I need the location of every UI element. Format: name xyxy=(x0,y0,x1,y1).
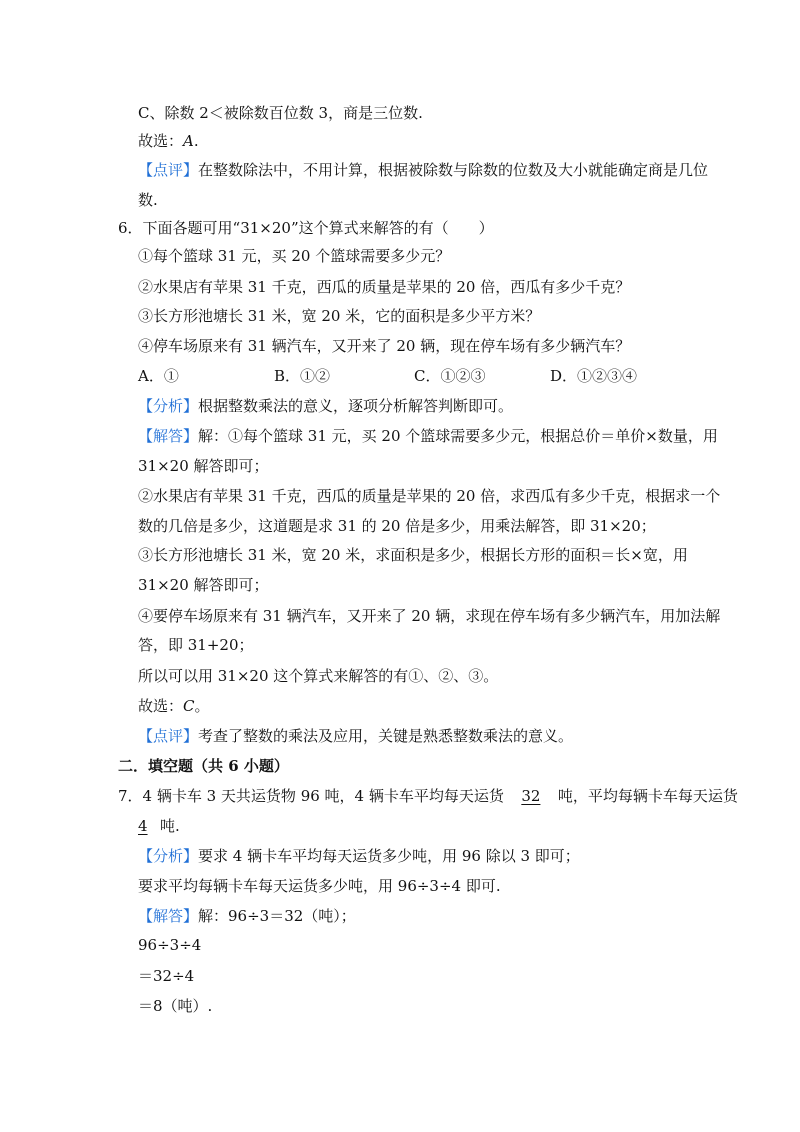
solution-tag: 【解答】 xyxy=(138,427,199,445)
q6-option-c: C．①②③ xyxy=(414,367,486,385)
q5-comment xyxy=(138,160,708,180)
comment-text: 在整数除法中，不用计算，根据被除数与除数的位数及大小就能确定商是几位 xyxy=(198,161,709,179)
solution-text: 解：96÷3＝32（吨）； xyxy=(198,907,356,925)
choice-prefix: 故选： xyxy=(138,132,184,150)
q6-item-2: ②水果店有苹果 31 千克，西瓜的质量是苹果的 20 倍，西瓜有多少千克？ xyxy=(138,278,631,296)
q6-choice xyxy=(138,696,210,716)
choice-value: A xyxy=(183,132,194,150)
q7-blank-1: 32 xyxy=(521,787,541,805)
solution-tag: 【解答】 xyxy=(138,907,199,925)
q6-item-1: ①每个篮球 31 元，买 20 个篮球需要多少元？ xyxy=(138,247,451,265)
q5-choice xyxy=(138,131,199,151)
choice-suffix: . xyxy=(193,132,199,150)
section-heading: 二．填空题（共 6 小题） xyxy=(118,757,289,775)
analysis-text: 根据整数乘法的意义，逐项分析解答判断即可。 xyxy=(198,397,514,415)
q6-item-4: ④停车场原来有 31 辆汽车，又开来了 20 辆，现在停车场有多少辆汽车？ xyxy=(138,337,631,355)
q5-option-c: C、除数 2＜被除数百位数 3，商是三位数. xyxy=(138,104,423,122)
q6-option-b: B．①② xyxy=(274,367,331,385)
q6-analysis xyxy=(138,396,513,416)
choice-value: C xyxy=(183,697,195,715)
q6-solution-line: 数的几倍是多少，这道题是求 31 的 20 倍是多少，用乘法解答，即 31×20； xyxy=(138,517,656,535)
q7-analysis xyxy=(138,846,580,866)
q6-solution-line: ③长方形池塘长 31 米，宽 20 米，求面积是多少，根据长方形的面积＝长×宽，用 xyxy=(138,546,688,564)
choice-suffix: 。 xyxy=(194,697,210,715)
q7-calc-line: ＝32÷4 xyxy=(138,967,195,985)
q7-stem-part2: 吨，平均每辆卡车每天运货 xyxy=(557,787,738,805)
q7-stem-cont xyxy=(138,816,180,836)
analysis-text: 要求 4 辆卡车平均每天运货多少吨，用 96 除以 3 即可； xyxy=(198,847,580,865)
q7-analysis-cont: 要求平均每辆卡车每天运货多少吨，用 96÷3÷4 即可. xyxy=(138,877,501,895)
q5-comment-cont: 数. xyxy=(138,191,158,209)
q6-solution-line: ④要停车场原来有 31 辆汽车，又开来了 20 辆，求现在停车场有多少辆汽车，用加法解 xyxy=(138,607,721,625)
q6-solution-line: 31×20 解答即可； xyxy=(138,457,269,475)
q7-stem xyxy=(118,786,738,806)
q6-item-3: ③长方形池塘长 31 米，宽 20 米，它的面积是多少平方米？ xyxy=(138,307,541,325)
q6-solution-line xyxy=(138,426,718,446)
solution-text: 解：①每个篮球 31 元，买 20 个篮球需要多少元，根据总价＝单价×数量，用 xyxy=(198,427,718,445)
q6-comment xyxy=(138,726,573,746)
choice-prefix: 故选： xyxy=(138,697,184,715)
q7-stem-part3: 吨. xyxy=(160,817,180,835)
q7-calc-line: 96÷3÷4 xyxy=(138,936,202,954)
q7-calc-line: ＝8（吨）. xyxy=(138,997,213,1015)
q6-stem: 6．下面各题可用“31×20”这个算式来解答的有（ ） xyxy=(118,219,494,237)
q7-solution xyxy=(138,906,356,926)
q6-solution-line: 31×20 解答即可； xyxy=(138,576,269,594)
q6-option-d: D．①②③④ xyxy=(550,367,638,385)
analysis-tag: 【分析】 xyxy=(138,847,199,865)
comment-tag: 【点评】 xyxy=(138,161,199,179)
q6-option-a: A．① xyxy=(138,367,179,385)
q7-stem-part1: 7．4 辆卡车 3 天共运货物 96 吨，4 辆卡车平均每天运货 xyxy=(118,787,504,805)
q6-solution-line: 所以可以用 31×20 这个算式来解答的有①、②、③。 xyxy=(138,667,499,685)
q7-blank-2: 4 xyxy=(138,817,148,835)
q6-solution-line: ②水果店有苹果 31 千克，西瓜的质量是苹果的 20 倍，求西瓜有多少千克，根据求一个 xyxy=(138,487,721,505)
q6-solution-line: 答，即 31+20； xyxy=(138,636,254,654)
analysis-tag: 【分析】 xyxy=(138,397,199,415)
comment-tag: 【点评】 xyxy=(138,727,199,745)
comment-text: 考查了整数的乘法及应用，关键是熟悉整数乘法的意义。 xyxy=(198,727,574,745)
